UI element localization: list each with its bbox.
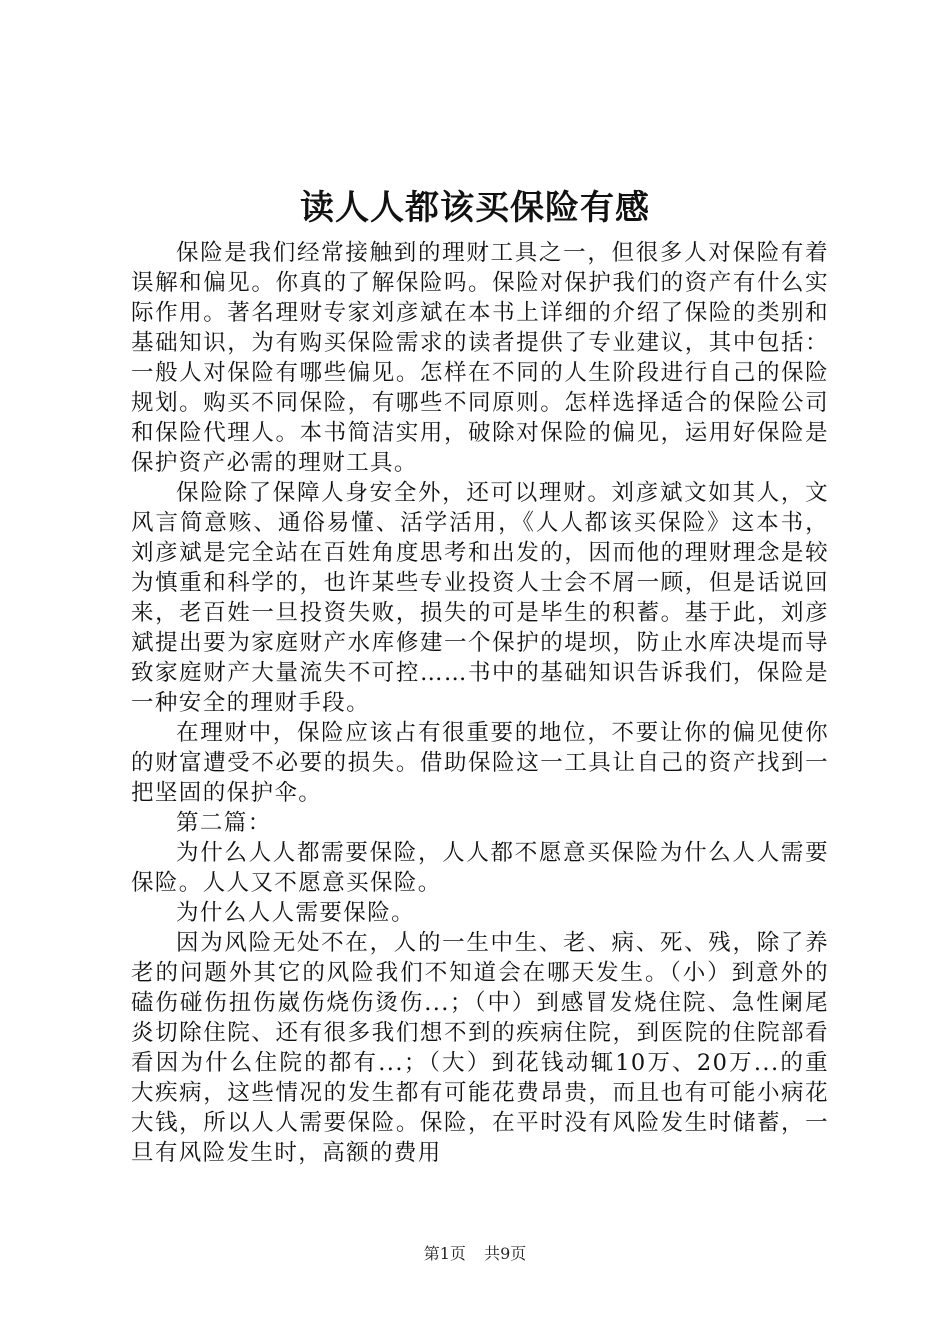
- page-footer: [0, 1244, 950, 1264]
- paragraph-5: 为什么人人需要保险。: [176, 900, 416, 926]
- paragraph-3: 在理财中，保险应该占有很重要的地位，不要让你的偏见使你的财富遭受不必要的损失。借助保险这一工具让自己的资产找到一把坚固的保护伞。: [131, 720, 829, 806]
- paragraph-6: 因为风险无处不在，人的一生中生、老、病、死、残，除了养老的问题外其它的风险我们不知道会在哪天发生。（小）到意外的磕伤碰伤扭伤崴伤烧伤烫伤...；（中）到感冒发烧住院、急性阑尾炎切除住院、还有很多我们想不到的疾病住院，到医院的住院部看看因为什么住院的都有...；（大）到花钱动辄10万、20万...的重大疾病，这些情况的发生都有可能花费昂贵，而且也有可能小病花大钱，所以人人需要保险。保险，在平时没有风险发生时储蓄，一旦有风险发生时，高额的费用: [131, 930, 829, 1166]
- page-total: 共9页: [484, 1244, 527, 1263]
- page-number: 第1页: [423, 1244, 466, 1263]
- paragraph-4: 为什么人人都需要保险，人人都不愿意买保险为什么人人需要保险。人人又不愿意买保险。: [131, 840, 829, 896]
- paragraph-2: 保险除了保障人身安全外，还可以理财。刘彦斌文如其人，文风言简意赅、通俗易懂、活学活用，《人人都该买保险》这本书，刘彦斌是完全站在百姓角度思考和出发的，因而他的理财理念是较为慎重和科学的，也许某些专业投资人士会不屑一顾，但是话说回来，老百姓一旦投资失败，损失的可是毕生的积蓄。基于此，刘彦斌提出要为家庭财产水库修建一个保护的堤坝，防止水库决堤而导致家庭财产大量流失不可控……书中的基础知识告诉我们，保险是一种安全的理财手段。: [131, 480, 829, 716]
- document-body: [131, 238, 829, 1168]
- document-title: 读人人都该买保险有感: [300, 188, 650, 228]
- paragraph-1: 保险是我们经常接触到的理财工具之一，但很多人对保险有着误解和偏见。你真的了解保险吗。保险对保护我们的资产有什么实际作用。著名理财专家刘彦斌在本书上详细的介绍了保险的类别和基础知识，为有购买保险需求的读者提供了专业建议，其中包括：一般人对保险有哪些偏见。怎样在不同的人生阶段进行自己的保险规划。购买不同保险，有哪些不同原则。怎样选择适合的保险公司和保险代理人。本书简洁实用，破除对保险的偏见，运用好保险是保护资产必需的理财工具。: [131, 240, 829, 476]
- section-heading: 第二篇：: [176, 810, 272, 836]
